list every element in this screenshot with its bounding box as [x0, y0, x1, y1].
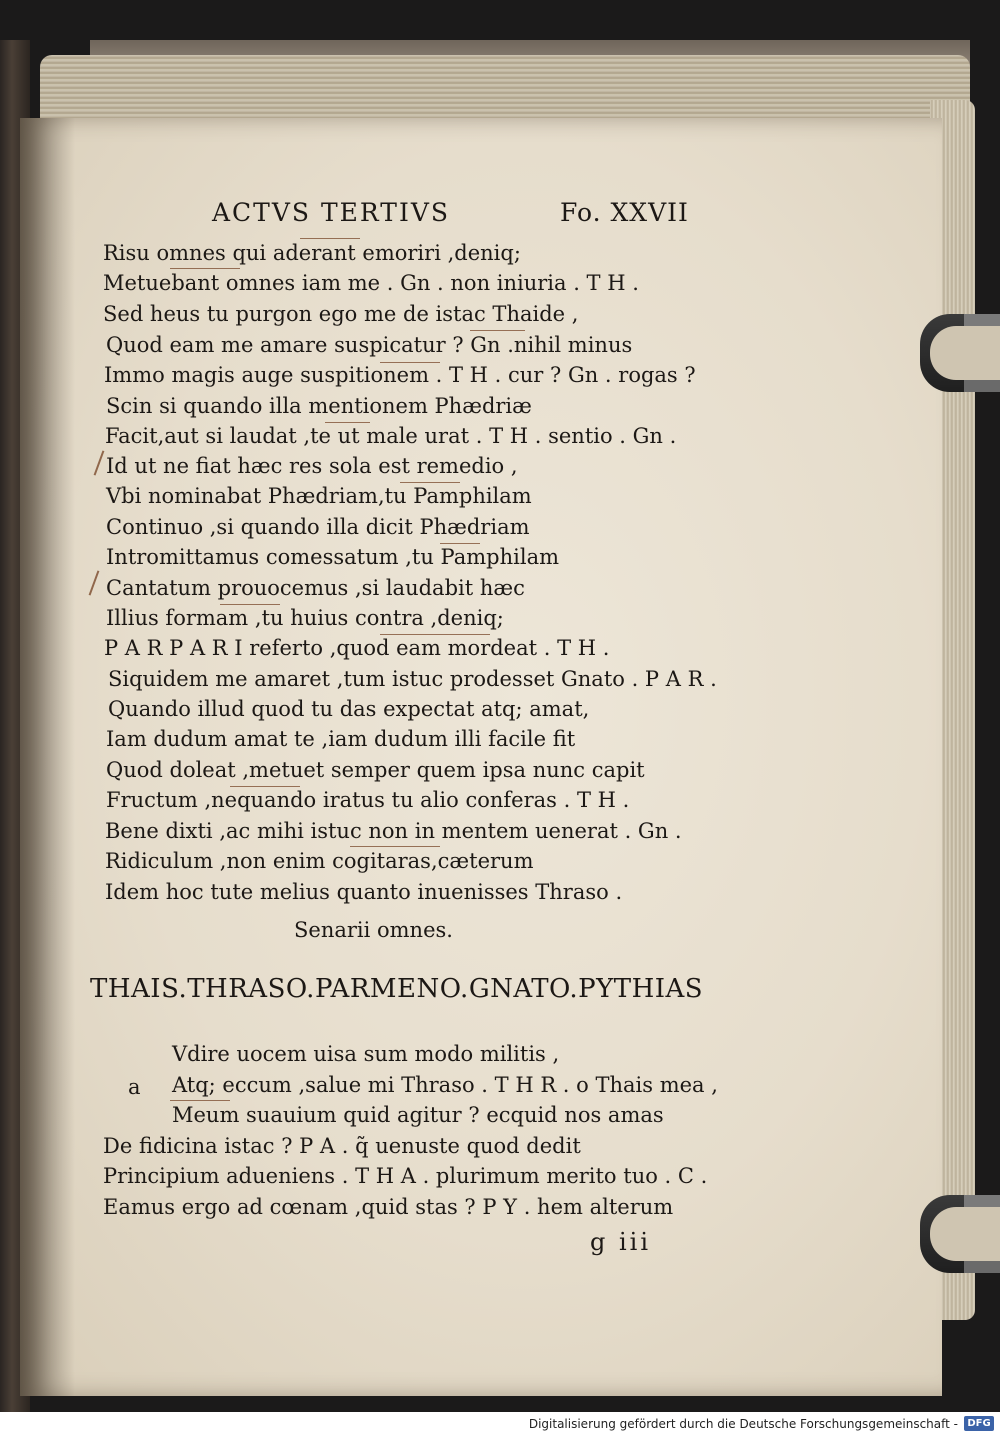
verse-line: Quod doleat ,metuet semper quem ipsa nunc capit [106, 758, 645, 782]
verse-line: Metuebant omnes iam me . Gn . non iniuria . T H . [103, 271, 639, 295]
verse-line: Scin si quando illa mentionem Phædriæ [106, 394, 532, 418]
handwritten-annotation [170, 268, 240, 269]
verse-line: Quando illud quod tu das expectat atq; amat, [108, 697, 590, 721]
verse-line: De fidicina istac ? P A . q̃ uenuste quod dedit [103, 1134, 581, 1158]
verse-line: Ridiculum ,non enim cogitaras,cæterum [105, 849, 534, 873]
verse-line: Fructum ,nequando iratus tu alio conferas . T H . [106, 788, 630, 812]
verse-line: Illius formam ,tu huius contra ,deniq; [106, 606, 504, 630]
handwritten-annotation [230, 786, 300, 787]
verse-line: Eamus ergo ad cœnam ,quid stas ? P Y . hem alterum [103, 1195, 674, 1219]
handwritten-annotation [400, 482, 460, 483]
verse-line: Intromittamus comessatum ,tu Pamphilam [106, 545, 559, 569]
footer-bar [0, 1412, 1000, 1437]
verse-line: Vbi nominabat Phædriam,tu Pamphilam [106, 484, 532, 508]
verse-line: Id ut ne fiat hæc res sola est remedio , [106, 454, 518, 478]
verse-line: Principium adueniens . T H A . plurimum merito tuo . C . [103, 1164, 708, 1188]
verse-line: Cantatum prouocemus ,si laudabit hæc [106, 576, 525, 600]
verse-line: Immo magis auge suspitionem . T H . cur ? Gn . rogas ? [104, 363, 696, 387]
verse-line: Idem hoc tute melius quanto inuenisses Thraso . [105, 880, 623, 904]
funding-credit: Digitalisierung gefördert durch die Deutsche Forschungsgemeinschaft - [528, 1417, 958, 1431]
verse-line: Quod eam me amare suspicatur ? Gn .nihil minus [106, 333, 633, 357]
verse-line: Risu omnes qui aderant emoriri ,deniq; [103, 241, 521, 265]
handwritten-annotation [440, 543, 480, 544]
handwritten-annotation [380, 362, 440, 363]
verse-line: Siquidem me amaret ,tum istuc prodesset Gnato . P A R . [108, 667, 717, 691]
verse-line: P A R P A R I referto ,quod eam mordeat . T H . [104, 636, 610, 660]
verse-line: Bene dixti ,ac mihi istuc non in mentem uenerat . Gn . [105, 819, 682, 843]
verse-line: Sed heus tu purgon ego me de istac Thaide , [103, 302, 579, 326]
verse-line: Iam dudum amat te ,iam dudum illi facile fit [106, 727, 576, 751]
folio-number: Fo. XXVII [560, 198, 689, 227]
handwritten-annotation [170, 1100, 230, 1101]
meter-note: Senarii omnes. [294, 918, 453, 942]
signature-mark: g iii [590, 1228, 652, 1256]
scene-marker: a [128, 1075, 141, 1099]
verse-line: Meum suauium quid agitur ? ecquid nos amas [172, 1103, 664, 1127]
running-head: ACTVS TERTIVS [212, 198, 451, 227]
verse-line: Atq; eccum ,salue mi Thraso . T H R . o Thais mea , [172, 1073, 718, 1097]
handwritten-annotation [350, 846, 440, 847]
clasp-lower [920, 1195, 1000, 1273]
handwritten-annotation [470, 330, 525, 331]
verse-line: Vdire uocem uisa sum modo militis , [172, 1042, 560, 1066]
verse-line: Facit,aut si laudat ,te ut male urat . T H . sentio . Gn . [105, 424, 677, 448]
handwritten-annotation [220, 604, 280, 605]
speakers-heading: THAIS.THRASO.PARMENO.GNATO.PYTHIAS [90, 974, 704, 1004]
handwritten-annotation [300, 238, 360, 239]
verse-line: Continuo ,si quando illa dicit Phædriam [106, 515, 530, 539]
dfg-logo: DFG [964, 1416, 994, 1431]
clasp-upper [920, 314, 1000, 392]
handwritten-annotation [325, 422, 370, 423]
handwritten-annotation [380, 634, 490, 635]
page-gutter-shadow [20, 118, 75, 1396]
